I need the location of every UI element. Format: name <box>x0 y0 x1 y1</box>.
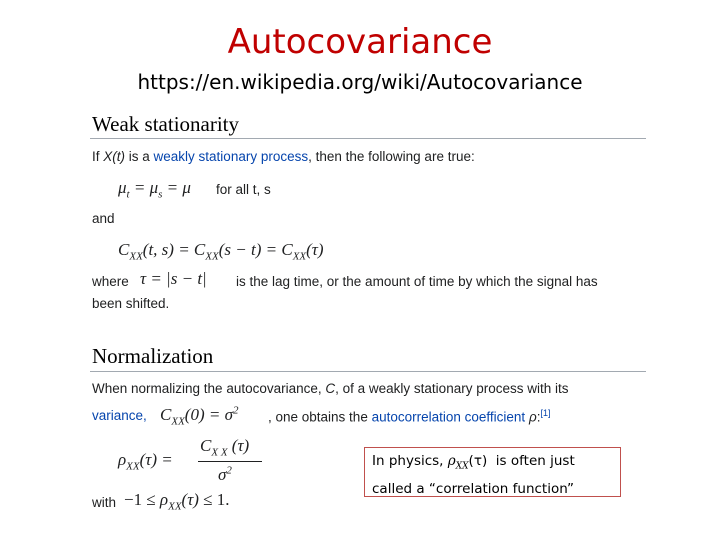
callout-line1 <box>372 450 620 478</box>
physics-callout <box>364 447 621 497</box>
and-text: and <box>92 211 115 226</box>
where-line2: been shifted. <box>92 296 170 311</box>
weak-stationarity-heading: Weak stationarity <box>92 112 240 136</box>
mean-equation-suffix: for all t, s <box>216 182 271 197</box>
bound-equation: $-1 \le \rho_{XX}(\tau) \le 1$. <box>124 490 230 513</box>
heading-rule <box>90 138 646 139</box>
text-fragment: When normalizing the autocovariance, <box>92 381 326 396</box>
slide-url: https://en.wikipedia.org/wiki/Autocovariance <box>137 70 583 94</box>
callout-sub: XX <box>455 461 469 472</box>
variable-x-t: X(t) <box>103 149 126 164</box>
normalization-line2: , one obtains the autocorrelation coefficient ρ:[1] <box>268 408 551 425</box>
text-fragment: If <box>92 149 104 164</box>
where-prefix: where <box>92 274 129 289</box>
variance-equation: $C_{XX}(0) = \sigma^2$ <box>160 404 239 428</box>
callout-suffix: is often just <box>487 453 575 469</box>
slide-title: Autocovariance <box>227 22 493 62</box>
mean-equation: $\mu_t = \mu_s = \mu$ <box>118 178 191 201</box>
callout-rho: ρ <box>447 453 456 469</box>
weak-intro-line <box>92 149 475 164</box>
variable-c: C <box>325 381 336 396</box>
callout-line2: called a “correlation function” <box>372 480 575 497</box>
variance-link-text[interactable]: variance, <box>92 408 147 423</box>
text-fragment: , then the following are true: <box>308 149 475 164</box>
rho-lhs: $\rho_{XX}(\tau)$ = <box>118 450 173 473</box>
fraction-numerator: $C_{X X}$ (τ) <box>200 436 250 459</box>
variance-link[interactable] <box>92 408 147 423</box>
rho-symbol: ρ <box>528 409 537 425</box>
fraction-bar <box>198 461 262 462</box>
fraction-denominator: $\sigma^2$ <box>218 464 232 484</box>
callout-arg: (τ) <box>468 453 488 469</box>
lag-equation: τ = |s − t| <box>140 269 207 288</box>
normalization-line1 <box>92 381 568 396</box>
heading-rule <box>90 371 646 372</box>
text-fragment: is a <box>125 149 154 164</box>
with-label: with <box>92 495 117 510</box>
text-fragment: , of a weakly stationary process with its <box>335 381 569 396</box>
weakly-stationary-process-link[interactable]: weakly stationary process <box>153 149 309 164</box>
text-fragment: , one obtains the <box>268 409 372 425</box>
autocovariance-equation: $C_{XX}(t$, $s) = C_{XX}(s - t) = C_{XX}(\tau)$ <box>118 240 324 263</box>
autocorrelation-coefficient-link[interactable]: autocorrelation coefficient <box>371 409 526 425</box>
callout-prefix: In physics, <box>372 453 448 469</box>
normalization-heading: Normalization <box>92 344 214 368</box>
where-suffix: is the lag time, or the amount of time by which the signal has <box>236 274 598 289</box>
reference-link[interactable]: [1] <box>540 408 551 418</box>
